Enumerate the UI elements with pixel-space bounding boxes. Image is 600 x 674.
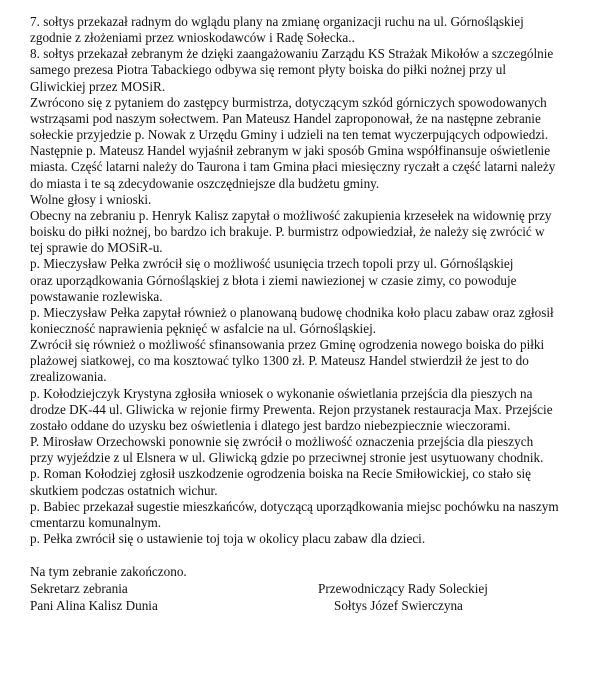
document-body (30, 14, 590, 580)
closing-statement: Na tym zebranie zakończono. (30, 564, 187, 580)
paragraph-kalisz-chairs: Obecny na zebraniu p. Henryk Kalisz zapytał o możliwość zakupienia krzesełek na widownię przy boisku do piłki nożnej, bo bardzo ich brakuje. P. burmistrz odpowiedział, że należy się zwrócić w tej sprawie do MOSiR-u. (30, 207, 552, 256)
paragraph-item-7: 7. sołtys przekazał radnym do wglądu plany na zmianę organizacji ruchu na ul. Górnośląskiej zgodnie z złożeniami przez wnioskodawców i Radę Sołecka.. (30, 14, 524, 46)
chairman-title: Przewodniczący Rady Soleckiej (318, 581, 488, 596)
chairman-signature (318, 581, 488, 614)
secretary-signature (30, 581, 158, 614)
paragraph-orzechowski-crossing: P. Mirosław Orzechowski ponownie się zwrócił o możliwość oznaczenia przejścia dla pieszych przy wyjeździe z ul Elsnera w ul. Gliwicką gdzie po przeciwnej stronie jest usytuowany chodnik. (30, 434, 544, 466)
paragraph-kolodziej-fence: p. Roman Kołodziej zgłosił uszkodzenie ogrodzenia boiska na Recie Smiłowickiej, co stało się skutkiem podczas ostatnich wichur. (30, 466, 532, 498)
paragraph-pelka-poplars: p. Mieczysław Pełka zwrócił się o możliwość usunięcia trzech topoli przy ul. Górnośląskiej oraz uporządkowania Górnośląskiej z błota i ziemi nawiezionej w czasie zimy, co powoduje powstawanie rozlewiska. (30, 256, 517, 304)
paragraph-pelka-toilet: p. Pełka zwrócił się o ustawienie toj toja w okolicy placu zabaw dla dzieci. (30, 531, 426, 546)
section-heading-free-motions: Wolne głosy i wnioski. (30, 191, 152, 207)
paragraph-kolodziejczyk-crossing: p. Kołodziejczyk Krystyna zgłosiła wniosek o wykonanie oświetlania przejścia dla pieszych na drodze DK-44 ul. Gliwicka w rejonie firmy Prewenta. Rejon przystanek restauracja Max. Przejście zostało oddane do uzysku bez oświetlenia i dlatego jest bardzo niebezpiecznie wieczorami. (30, 385, 553, 433)
paragraph-street-lighting: Następnie p. Mateusz Handel wyjaśnił zebranym w jaki sposób Gmina współfinansuje oświetlenie miasta. Część latarni należy do Taurona i tam Gmina płaci miesięczny ryczałt a część latarni należy do miasta i te są zdecydowanie oszczędniejsze dla budżetu gminy. (30, 143, 556, 191)
chairman-name: Sołtys Józef Swierczyna (334, 597, 463, 613)
paragraph-pelka-sidewalk: p. Mieczysław Pełka zapytał również o planowaną budowę chodnika koło placu zabaw oraz zgłosił konieczność naprawienia pęknięć w asfalcie na ul. Górnośląskiej. (30, 304, 554, 336)
paragraph-item-8: 8. sołtys przekazał zebranym że dzięki zaangażowaniu Zarządu KS Strażak Mikołów a szczególnie samego prezesa Piotra Tabackiego odbywa się remont płyty boiska do piłki nożnej przy ul Gliwickiej przez MOSiR. (30, 46, 554, 94)
secretary-title: Sekretarz zebrania (30, 581, 128, 596)
secretary-name: Pani Alina Kalisz Dunia (30, 597, 158, 613)
paragraph-babiec-cemetery: p. Babiec przekazał sugestie mieszkańców, dotyczącą uporządkowania miejsc pochówku na naszym cmentarzu komunalnym. (30, 498, 559, 530)
paragraph-mining-damage: Zwrócono się z pytaniem do zastępcy burmistrza, dotyczącym szkód górniczych spowodowanych wstrząsami pod naszym sołectwem. Pan Mateusz Handel zaproponował, że na następne zebranie sołeckie przyjedzie p. Nowak z Urzędu Gminy i udzieli na ten temat wyczerpujących odpowiedzi. (30, 94, 549, 143)
paragraph-fence-beach-court: Zwrócił się również o możliwość sfinansowania przez Gminę ogrodzenia nowego boiska do piłki plażowej siatkowej, co ma kosztować tylko 1300 zł. P. Mateusz Handel stwierdził że jest to do zrealizowania. (30, 337, 545, 385)
